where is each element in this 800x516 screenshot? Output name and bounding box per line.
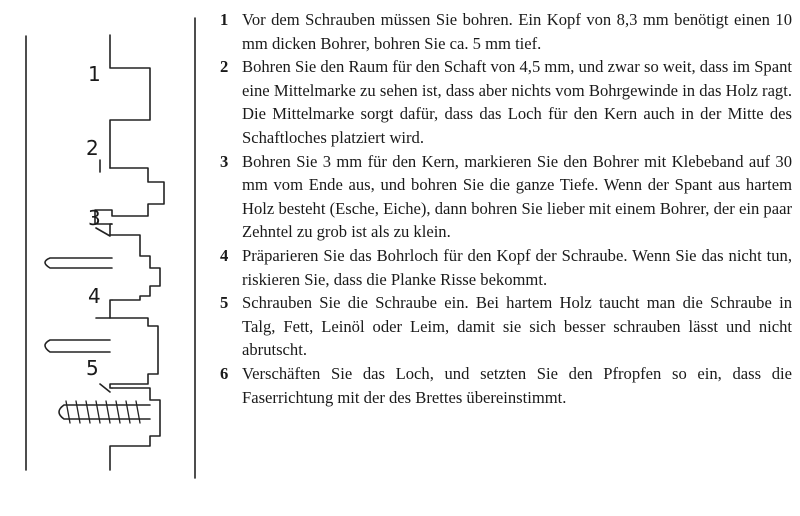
screw-body xyxy=(59,405,150,419)
step-number: 1 xyxy=(220,10,229,29)
figure-label-1: 1 xyxy=(88,62,101,86)
step-number: 5 xyxy=(220,293,229,313)
hole-step-2 xyxy=(95,168,164,224)
instruction-step-4 xyxy=(220,244,792,291)
hole-step-3 xyxy=(110,224,160,300)
instruction-step-3 xyxy=(220,150,792,244)
instruction-step-2 xyxy=(220,55,792,149)
step-text: Verschäften Sie das Loch, und setzten Sie den Pfropfen so ein, dass die Faserrichtung mit der des Brettes übereinstimmt. xyxy=(242,363,792,407)
step-number: 3 xyxy=(220,151,229,171)
hole-step-1 xyxy=(110,35,150,168)
hole-step-5 xyxy=(110,388,160,470)
step-text: Bohren Sie den Raum für den Schaft von 4,5 mm, und zwar so weit, dass im Spant eine Mittelmarke zu sehen ist, dass aber nichts vom Bohrgewinde in das Holz ragt. Die Mittelmarke sorgt dafür, dass das Loch für den Kern auch in der Mitte des Schaftloches platziert wird. xyxy=(242,57,792,147)
instruction-step-5 xyxy=(220,291,792,362)
core-hole-4 xyxy=(45,340,110,352)
step-number: 6 xyxy=(220,363,229,383)
figure-label-4: 4 xyxy=(88,284,101,308)
instruction-step-1 xyxy=(220,8,792,55)
figure-label-5: 5 xyxy=(86,356,99,380)
drilling-steps-figure xyxy=(0,0,215,516)
step-text: Präparieren Sie das Bohrloch für den Kopf der Schraube. Wenn Sie das nicht tun, riskieren Sie, dass die Planke Risse bekommt. xyxy=(242,245,792,289)
step-text: Schrauben Sie die Schraube ein. Bei hartem Holz taucht man die Schraube in Talg, Fett, Leinöl oder Leim, damit sie sich besser schrauben lässt und nicht abrutscht. xyxy=(242,293,792,360)
hole-step-4 xyxy=(110,300,158,388)
step-number: 4 xyxy=(220,245,229,265)
core-hole-3 xyxy=(45,258,112,268)
step-number: 2 xyxy=(220,57,229,77)
step-text: Bohren Sie 3 mm für den Kern, markieren Sie den Bohrer mit Klebeband auf 30 mm vom Ende aus, und bohren Sie die ganze Tiefe. Wenn der Spant aus hartem Holz besteht (Esche, Eiche), dann bohren Sie lieber mit einem Bohrer, der ein paar Zehntel zu grob ist als zu klein. xyxy=(242,151,792,242)
leader-5 xyxy=(100,384,110,392)
figure-label-3: 3 xyxy=(88,206,101,230)
instruction-list xyxy=(220,8,792,409)
step-text: Vor dem Schrauben müssen Sie bohren. Ein Kopf von 8,3 mm benötigt einen 10 mm dicken Bohrer, bohren Sie ca. 5 mm tief. xyxy=(242,10,792,53)
figure-label-2: 2 xyxy=(86,136,99,160)
instruction-step-6 xyxy=(220,362,792,409)
